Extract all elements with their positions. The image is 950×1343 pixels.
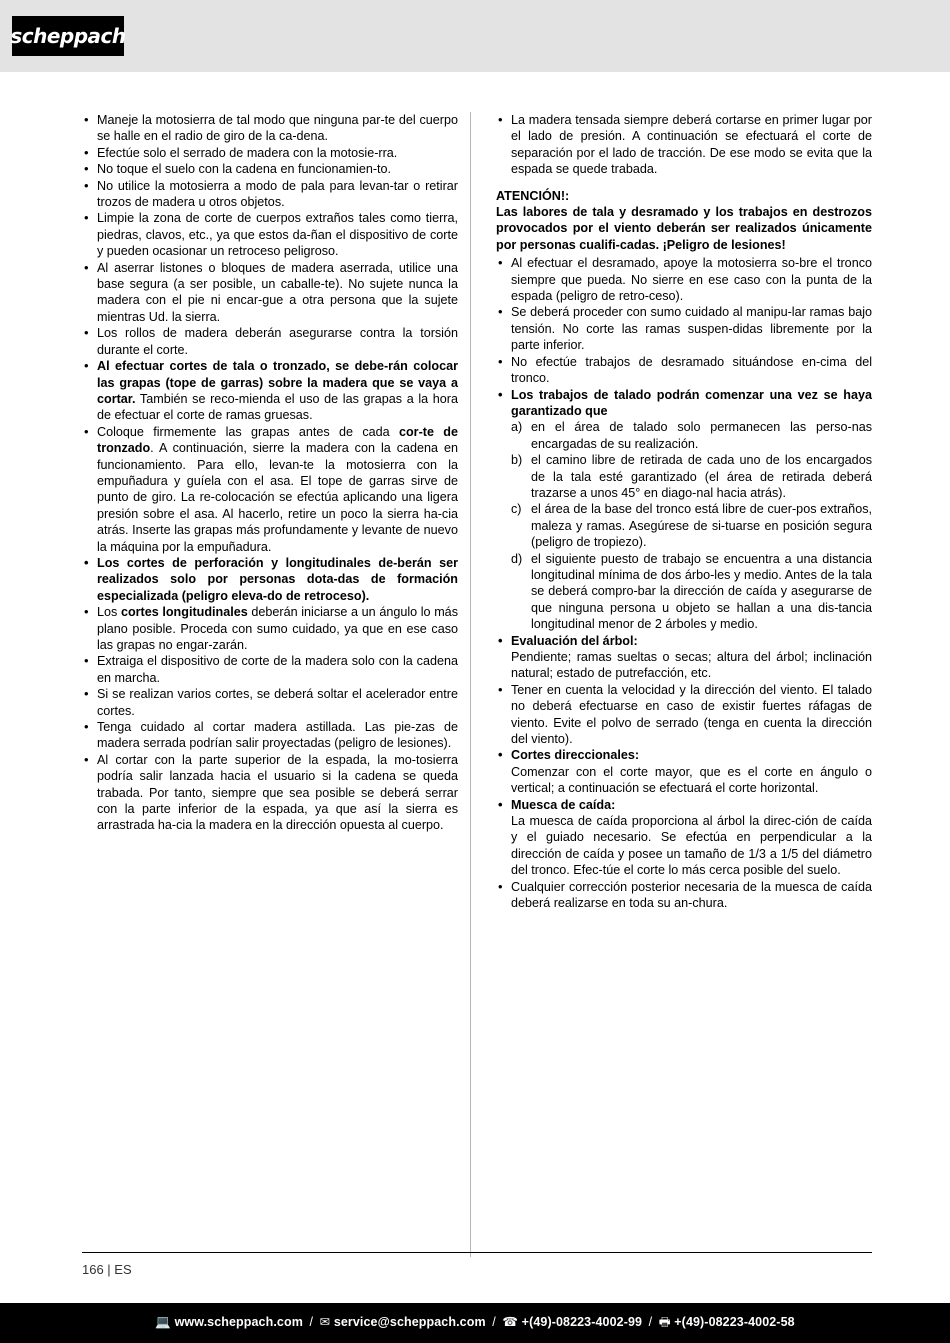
list-item-evaluation-heading: • Evaluación del árbol: (496, 633, 872, 649)
page-header-band (0, 0, 950, 72)
felling-item-text: el área de la base del tronco está libre de cuer-pos extraños, maleza y ramas. Asegúrese de si-tuarse en posición segura (peligro de tropiezo). (531, 502, 872, 550)
footer-website[interactable]: www.scheppach.com (174, 1314, 303, 1329)
felling-item-text: en el área de talado solo permanecen las perso-nas encargadas de su realización. (531, 420, 872, 451)
right-bullet-list-after-attention (496, 255, 872, 419)
right-bullet-last (496, 879, 872, 912)
footer-band (0, 1303, 950, 1343)
list-item-felling-heading: • Los trabajos de talado podrán comenzar una vez se haya garantizado que (496, 387, 872, 420)
clamps-rest-text: También se reco-mienda el uso de las grapas a la hora de efectuar el corte de ramas gruesas. (97, 391, 458, 423)
felling-conditions-list (496, 419, 872, 632)
notch-body: La muesca de caída proporciona al árbol la direc-ción de caída y el guiado necesario. Se efectúa en perpendicular a la dirección de caída y posee un tamaño de 1/3 a 1/5 del diámetro del tronco. Efec-túe el corte lo más cerca posible del suelo. (511, 814, 872, 878)
evaluation-body: Pendiente; ramas sueltas o secas; altura del árbol; inclinación natural; estado de putrefacción, etc. (511, 650, 872, 681)
footer-separator-1: / (309, 1314, 314, 1329)
left-bullet-list (82, 112, 458, 834)
list-item: • Los rollos de madera deberán asegurarse contra la torsión durante el corte. (82, 325, 458, 358)
right-bullet-list-top (496, 112, 872, 178)
right-bullet-notch (496, 797, 872, 813)
directional-body: Comenzar con el corte mayor, que es el corte en ángulo o vertical; a continuación se efectuará el corte horizontal. (511, 764, 872, 796)
list-item: • La madera tensada siempre deberá cortarse en primer lugar por el lado de presión. A continuación se efectuará el corte de separación por el lado de tracción. De ese modo se evita que la espada se quede trabada. (496, 112, 872, 178)
footer-contact-line (155, 1313, 794, 1334)
longitudinal-pre-text: Los (97, 605, 121, 620)
list-item: • Al cortar con la parte superior de la espada, la mo-tosierra podría salir lanzada hacia el usuario si la cadena se queda trabada. Por tanto, siempre que sea posible se deberá serrar con la parte inferior de la espada, ya que así la sierra es arrastrada ha-cia la madera en la dirección opuesta al cuerpo. (82, 752, 458, 834)
attention-title: ATENCIÓN!: (496, 188, 570, 203)
clamps-bold-text: Al efectuar cortes de tala o tronzado, se debe-rán colocar las grapas (tope de garras) sobre la madera que se vaya a cortar. (97, 359, 458, 406)
marker-c: c) (511, 502, 522, 517)
list-item: • Al efectuar el desramado, apoye la motosierra so-bre el tronco siempre que pueda. No sierre en ese caso con la punta de la espada (peligro de retro-ceso). (496, 255, 872, 304)
list-item-d (511, 551, 872, 633)
place-post-text: . A continuación, sierre la madera con la cadena en funcionamiento. Para ello, levan-te la motosierra con la empuñadura y guíela con el asa. El tope de garras sirve de punto de giro. La re-colocación se efectúa aplicando una ligera presión sobre el asa. Al hacerlo, retire un poco la sierra ha-cia atrás. Inserte las grapas más profundamente y levante de nuevo la máquina por la empuñadura. (97, 441, 458, 554)
list-item-clamps (82, 358, 458, 424)
list-item-place-clamps (82, 424, 458, 555)
fax-icon: 🖶 (658, 1313, 671, 1329)
phone-icon: ☎ (502, 1313, 519, 1329)
web-icon: 💻 (155, 1313, 171, 1329)
longitudinal-post-text: deberán iniciarse a un ángulo lo más plano posible. Proceda con sumo cuidado, ya que en ese caso las grapas no engar-zarán. (97, 605, 458, 652)
list-item: • Efectúe solo el serrado de madera con la motosie-rra. (82, 145, 458, 161)
list-item: • Al aserrar listones o bloques de madera aserrada, utilice una base segura (a ser posible, un caballe-te). No sujete nunca la madera con el pie ni encar-gue a otra persona que la sujete mientras Ud. la sierra. (82, 260, 458, 326)
list-item: • Extraiga el dispositivo de corte de la madera solo con la cadena en marcha. (82, 653, 458, 686)
left-column (82, 112, 458, 1257)
two-column-layout (82, 112, 872, 1257)
list-item-directional-heading: • Cortes direccionales: (496, 747, 872, 763)
footer-phone: +(49)-08223-4002-99 (521, 1314, 643, 1329)
list-item: • Limpie la zona de corte de cuerpos extraños tales como tierra, piedras, clavos, etc., ya que estos da-ñan el dispositivo de corte y pueden ocasionar un retroceso peligroso. (82, 210, 458, 259)
felling-item-text: el siguiente puesto de trabajo se encuentra a una distancia longitudinal mínima de dos árbo-les y medio. Antes de la tala se deberá compro-bar la dirección de caída y asegurarse de que ninguna persona u objeto se hallan a una dis-tancia longitudinal menor de 2 árboles y medio. (531, 551, 872, 632)
longitudinal-bold-text: cortes longitudinales (120, 605, 248, 620)
list-item-a (511, 419, 872, 452)
marker-d: d) (511, 551, 523, 566)
footer-separator-3: / (648, 1314, 653, 1329)
list-item: • Tenga cuidado al cortar madera astillada. Las pie-zas de madera serrada podrían salir proyectadas (peligro de lesiones). (82, 719, 458, 752)
felling-item-text: el camino libre de retirada de cada uno de los encargados de la tala esté garantizado (el área de retirada deberá trazarse a unos 45° en diago-nal hacia atrás). (531, 453, 872, 500)
list-item: • Si se realizan varios cortes, se deberá soltar el acelerador entre cortes. (82, 686, 458, 719)
list-item: • No utilice la motosierra a modo de pala para levan-tar o retirar trozos de madera u otros objetos. (82, 178, 458, 211)
right-bullet-list-bottom (496, 633, 872, 649)
marker-b: b) (511, 453, 523, 468)
list-item: • No efectúe trabajos de desramado situándose en-cima del tronco. (496, 354, 872, 387)
page-body (0, 100, 950, 1280)
footer-email[interactable]: service@scheppach.com (333, 1314, 486, 1329)
list-item-c (511, 501, 872, 550)
list-item-b (511, 452, 872, 501)
list-item-bore-cuts: • Los cortes de perforación y longitudinales de-berán ser realizados solo por personas dota-das de formación especializada (peligro eleva-do de retroceso). (82, 555, 458, 604)
place-pre-text: Coloque firmemente las grapas antes de cada (97, 424, 399, 439)
mail-icon: ✉ (319, 1313, 331, 1329)
list-item: • Maneje la motosierra de tal modo que ninguna par-te del cuerpo se halle en el radio de giro de la ca-dena. (82, 112, 458, 145)
list-item-longitudinal (82, 604, 458, 653)
logo-text: scheppach (10, 24, 126, 48)
right-bullet-wind (496, 682, 872, 764)
footer-separator-2: / (492, 1314, 496, 1329)
scheppach-logo (12, 16, 124, 56)
list-item-notch-heading: • Muesca de caída: (496, 797, 872, 813)
list-item: • Cualquier corrección posterior necesaria de la muesca de caída deberá realizarse en toda su an-chura. (496, 879, 872, 912)
footer-fax: +(49)-08223-4002-58 (674, 1314, 795, 1329)
footer-divider (82, 1252, 872, 1253)
place-bold-text: cor-te de tronzado (97, 424, 459, 456)
page-number: 166 | ES (82, 1262, 132, 1277)
right-column (496, 112, 872, 1257)
list-item: • Tener en cuenta la velocidad y la dirección del viento. El talado no deberá efectuarse en caso de existir fuertes ráfagas de viento. Evite el polvo de serrado (tenga en cuenta la dirección del viento). (496, 682, 872, 748)
list-item: • Se deberá proceder con sumo cuidado al manipu-lar ramas bajo tensión. No corte las ramas suspen-didas libremente por la parte inferior. (496, 304, 872, 353)
list-item: • No toque el suelo con la cadena en funcionamien-to. (82, 161, 458, 177)
attention-body: Las labores de tala y desramado y los trabajos en destrozos provocados por el viento deberán ser realizados únicamente por personas cualifi-cadas. ¡Peligro de lesiones! (496, 205, 872, 252)
marker-a: a) (511, 420, 523, 435)
